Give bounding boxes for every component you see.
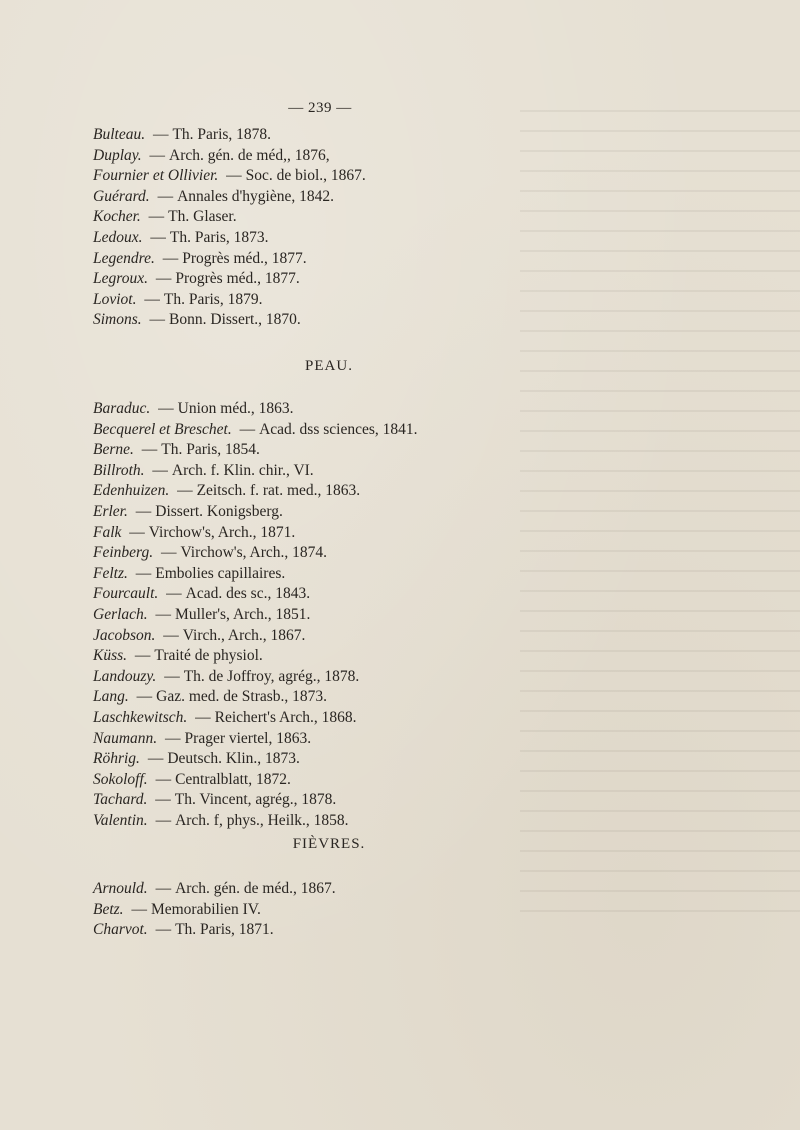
bibliography-block-general — [93, 125, 553, 331]
entry-author: Feinberg. — [93, 544, 154, 562]
bibliography-entry — [93, 125, 553, 146]
entry-reference: Arch. gén. de méd,, 1876, — [169, 146, 330, 164]
entry-reference: Muller's, Arch., 1851. — [175, 605, 311, 623]
bibliography-block-fievres — [93, 879, 553, 941]
entry-author: Ledoux. — [93, 228, 143, 246]
entry-dash: — — [148, 208, 165, 226]
bibliography-entry — [93, 605, 553, 626]
entry-reference: Th. Paris, 1873. — [169, 228, 269, 246]
entry-reference: Th. Paris, 1871. — [175, 921, 274, 939]
entry-dash: — — [135, 502, 152, 520]
entry-author: Guérard. — [93, 187, 150, 205]
bibliography-entry — [93, 440, 553, 461]
entry-dash: — — [161, 544, 177, 562]
entry-author: Tachard. — [93, 791, 148, 809]
bibliography-entry — [93, 729, 553, 750]
entry-reference: Prager viertel, 1863. — [184, 729, 312, 747]
entry-author: Berne. — [93, 441, 134, 459]
entry-reference: Deutsch. Klin., 1873. — [167, 750, 300, 768]
entry-author: Jacobson. — [93, 626, 156, 644]
entry-dash: — — [226, 167, 242, 185]
entry-author: Legroux. — [93, 270, 148, 288]
bibliography-entry — [93, 646, 553, 667]
bibliography-entry — [93, 900, 553, 921]
entry-reference: Virchow's, Arch., 1874. — [180, 544, 328, 562]
entry-reference: Acad. des sc., 1843. — [185, 585, 311, 603]
entry-dash: — — [131, 900, 147, 918]
entry-dash: — — [149, 311, 166, 329]
bibliography-entry — [93, 207, 553, 228]
entry-reference: Th. Paris, 1878. — [172, 126, 272, 143]
bibliography-entry — [93, 667, 553, 688]
entry-author: Charvot. — [93, 921, 148, 939]
bibliography-entry — [93, 749, 553, 770]
bibliography-entry — [93, 584, 553, 605]
bibliography-entry — [93, 790, 553, 811]
entry-author: Billroth. — [93, 461, 145, 479]
entry-author: Valentin. — [93, 811, 148, 829]
entry-author: Arnould. — [93, 880, 148, 897]
entry-author: Röhrig. — [93, 750, 140, 768]
entry-dash: — — [141, 441, 158, 459]
bibliography-entry — [93, 269, 553, 290]
entry-reference: Th. Glaser. — [168, 208, 237, 226]
entry-dash: — — [163, 626, 179, 644]
entry-reference: Bonn. Dissert., 1870. — [169, 311, 301, 329]
entry-dash: — — [155, 791, 171, 809]
entry-author: Feltz. — [93, 564, 128, 582]
bibliography-entry — [93, 249, 553, 270]
page-number: — 239 — — [288, 100, 352, 116]
entry-reference: Dissert. Konigsberg. — [155, 502, 283, 520]
entry-author: Landouzy. — [93, 667, 157, 685]
entry-reference: Th. de Joffroy, agrég., 1878. — [183, 667, 360, 685]
entry-dash: — — [239, 420, 256, 438]
bibliography-entry — [93, 770, 553, 791]
bibliography-entry — [93, 461, 553, 482]
bibliography-entry — [93, 420, 553, 441]
section-heading-peau: PEAU. — [305, 358, 353, 374]
entry-author: Loviot. — [93, 290, 137, 308]
entry-dash: — — [164, 667, 180, 685]
entry-dash: — — [152, 126, 169, 143]
bibliography-entry — [93, 481, 553, 502]
bibliography-entry — [93, 920, 553, 941]
bibliography-entry — [93, 166, 553, 187]
entry-author: Fourcault. — [93, 585, 159, 603]
entry-reference: Virchow's, Arch., 1871. — [148, 523, 296, 541]
entry-reference: Traité de physiol. — [154, 647, 263, 665]
entry-dash: — — [147, 750, 164, 768]
entry-dash: — — [144, 290, 160, 308]
entry-dash: — — [136, 688, 153, 706]
entry-reference: Arch. f. Klin. chir., VI. — [171, 461, 314, 479]
entry-dash: — — [155, 770, 172, 788]
bibliography-entry — [93, 687, 553, 708]
entry-dash: — — [155, 880, 172, 897]
entry-reference: Progrès méd., 1877. — [175, 270, 300, 288]
bibliography-entry — [93, 543, 553, 564]
entry-reference: Memorabilien IV. — [150, 900, 261, 918]
entry-reference: Th. Paris, 1879. — [163, 290, 263, 308]
entry-dash: — — [152, 461, 168, 479]
entry-reference: Arch. f, phys., Heilk., 1858. — [175, 811, 349, 829]
entry-reference: Union méd., 1863. — [177, 400, 294, 417]
entry-author: Gerlach. — [93, 605, 148, 623]
entry-dash: — — [155, 270, 172, 288]
bibliography-entry — [93, 290, 553, 311]
entry-author: Falk — [93, 523, 122, 541]
entry-reference: Gaz. med. de Strasb., 1873. — [156, 688, 328, 706]
entry-dash: — — [135, 564, 152, 582]
entry-author: Edenhuizen. — [93, 482, 170, 500]
entry-author: Duplay. — [93, 146, 142, 164]
entry-dash: — — [166, 585, 182, 603]
entry-dash: — — [149, 146, 166, 164]
entry-dash: — — [155, 811, 172, 829]
entry-dash: — — [157, 187, 174, 205]
bibliography-entry — [93, 146, 553, 167]
entry-reference: Th. Paris, 1854. — [161, 441, 260, 459]
entry-reference: Reichert's Arch., 1868. — [214, 708, 357, 726]
bibliography-entry — [93, 879, 553, 900]
entry-author: Lang. — [93, 688, 129, 706]
entry-author: Sokoloff. — [93, 770, 148, 788]
bibliography-entry — [93, 310, 553, 331]
entry-reference: Arch. gén. de méd., 1867. — [175, 880, 336, 897]
entry-reference: Soc. de biol., 1867. — [245, 167, 366, 185]
bibliography-entry — [93, 502, 553, 523]
bibliography-entry — [93, 187, 553, 208]
entry-author: Bulteau. — [93, 126, 146, 143]
bibliography-entry — [93, 523, 553, 544]
bibliography-entry — [93, 708, 553, 729]
show-through-texture — [520, 110, 800, 930]
bibliography-entry — [93, 228, 553, 249]
entry-author: Erler. — [93, 502, 128, 520]
bibliography-entry — [93, 626, 553, 647]
entry-reference: Progrès méd., 1877. — [182, 249, 307, 267]
entry-reference: Zeitsch. f. rat. med., 1863. — [196, 482, 361, 500]
entry-reference: Embolies capillaires. — [155, 564, 286, 582]
bibliography-entry — [93, 564, 553, 585]
entry-author: Baraduc. — [93, 400, 151, 417]
entry-reference: Virch., Arch., 1867. — [182, 626, 306, 644]
entry-dash: — — [165, 729, 181, 747]
entry-author: Naumann. — [93, 729, 158, 747]
entry-author: Küss. — [93, 647, 128, 665]
entry-dash: — — [155, 921, 172, 939]
entry-dash: — — [134, 647, 151, 665]
entry-dash: — — [158, 400, 174, 417]
entry-author: Fournier et Ollivier. — [93, 167, 219, 185]
entry-dash: — — [195, 708, 211, 726]
entry-dash: — — [150, 228, 166, 246]
entry-dash: — — [162, 249, 179, 267]
entry-reference: Th. Vincent, agrég., 1878. — [174, 791, 337, 809]
section-heading-fievres: FIÈVRES. — [292, 836, 366, 852]
entry-author: Betz. — [93, 900, 124, 918]
bibliography-entry — [93, 811, 553, 832]
entry-reference: Acad. dss sciences, 1841. — [259, 420, 418, 438]
entry-author: Legendre. — [93, 249, 155, 267]
bibliography-block-peau — [93, 399, 553, 831]
entry-dash: — — [129, 523, 145, 541]
entry-reference: Annales d'hygiène, 1842. — [177, 187, 334, 205]
entry-author: Simons. — [93, 311, 142, 329]
entry-author: Becquerel et Breschet. — [93, 420, 232, 438]
entry-reference: Centralblatt, 1872. — [175, 770, 291, 788]
entry-dash: — — [155, 605, 172, 623]
entry-author: Laschkewitsch. — [93, 708, 188, 726]
bibliography-entry — [93, 399, 553, 420]
entry-author: Kocher. — [93, 208, 141, 226]
entry-dash: — — [177, 482, 193, 500]
